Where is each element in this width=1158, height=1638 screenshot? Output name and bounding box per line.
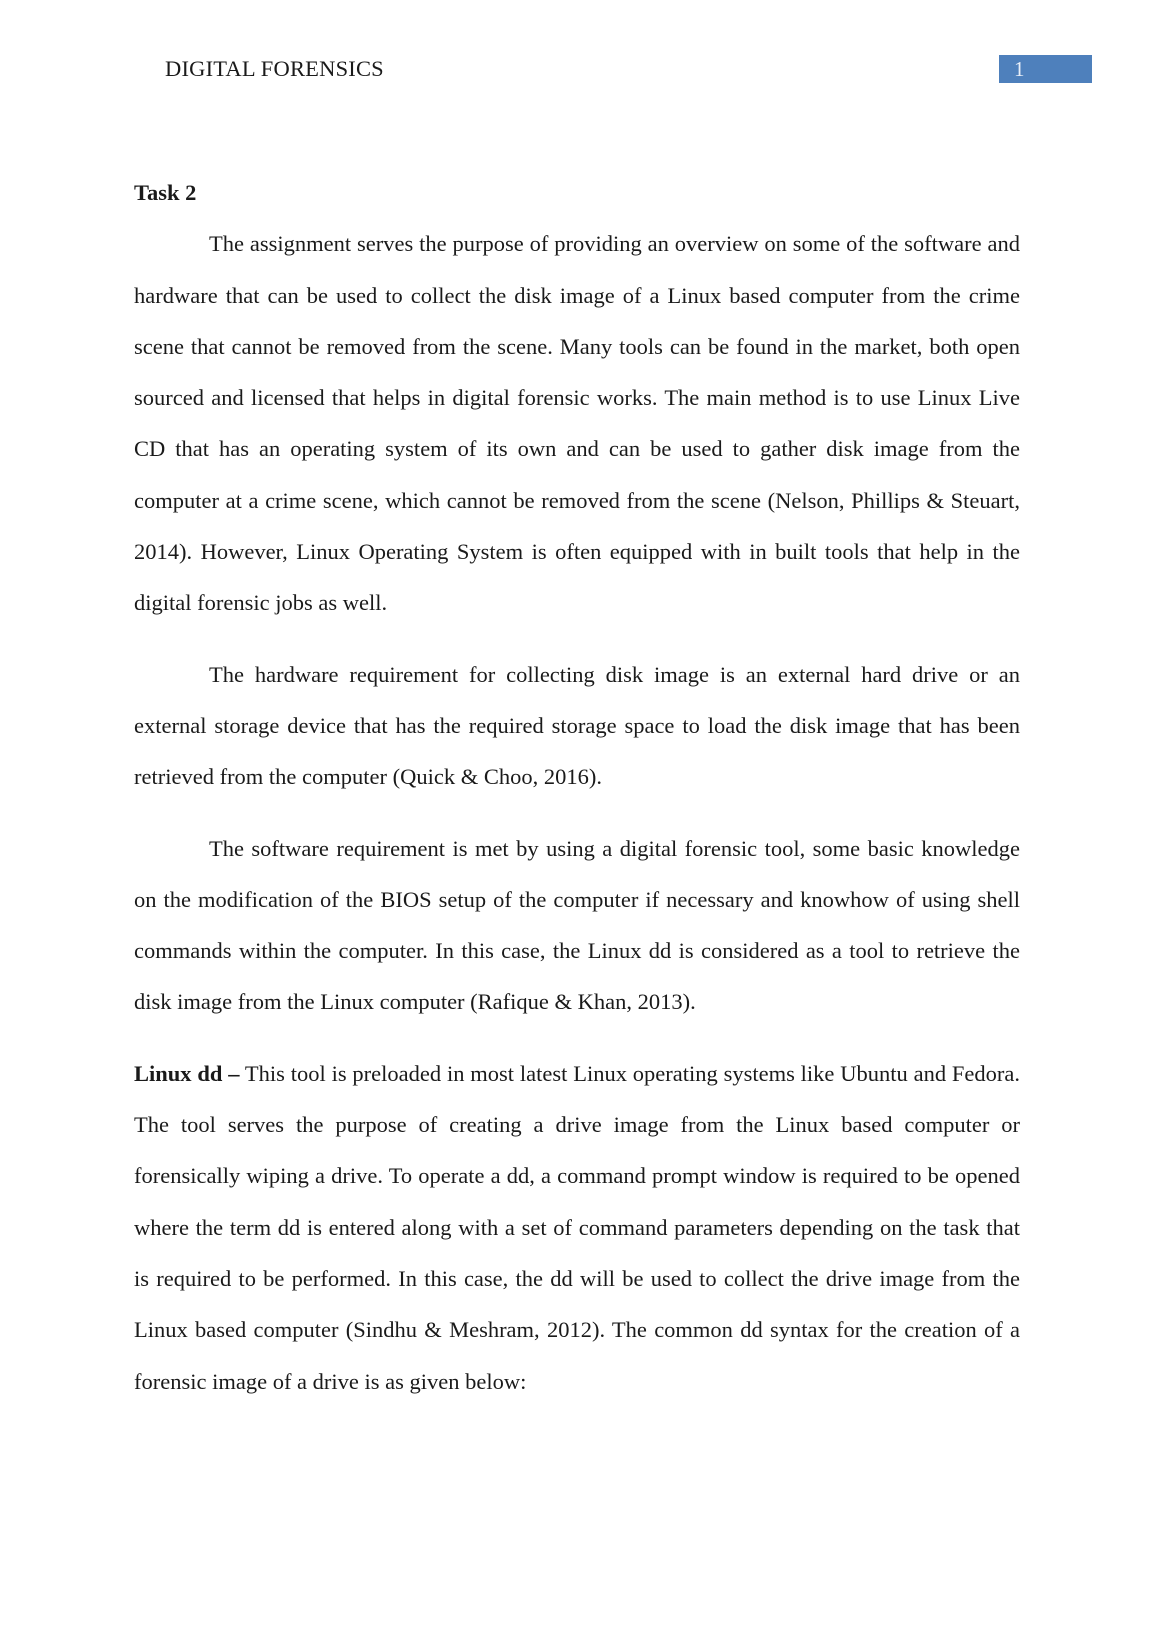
paragraph-lead-bold: Linux dd – (134, 1060, 240, 1086)
paragraph: The assignment serves the purpose of providing an overview on some of the software and hardware that can be used to collect the disk image of a Linux based computer from the crime scene that cannot be removed from the scene. Many tools can be found in the market, both open sourced and licensed that helps in digital forensic works. The main method is to use Linux Live CD that has an operating system of its own and can be used to gather disk image from the computer at a crime scene, which cannot be removed from the scene (Nelson, Phillips & Steuart, 2014). However, Linux Operating System is often equipped with in built tools that help in the digital forensic jobs as well. (134, 231, 1020, 616)
page-number-box (999, 55, 1092, 83)
paragraph: The software requirement is met by using a digital forensic tool, some basic knowledge on the modification of the BIOS setup of the computer if necessary and knowhow of using shell commands within the computer. In this case, the Linux dd is considered as a tool to retrieve the disk image from the Linux computer (Rafique & Khan, 2013). (134, 835, 1020, 1015)
paragraph: The hardware requirement for collecting disk image is an external hard drive or an external storage device that has the required storage space to load the disk image that has been retrieved from the computer (Quick & Choo, 2016). (134, 661, 1020, 790)
page-number: 1 (1014, 57, 1025, 81)
section-heading: Task 2 (134, 180, 197, 205)
paragraph-text: This tool is preloaded in most latest Linux operating systems like Ubuntu and Fedora. The tool serves the purpose of creating a drive image from the Linux based computer or forensically wiping a drive. To operate a dd, a command prompt window is required to be opened where the term dd is entered along with a set of command parameters depending on the task that is required to be performed. In this case, the dd will be used to collect the drive image from the Linux based computer (Sindhu & Meshram, 2012). The common dd syntax for the creation of a forensic image of a drive is as given below: (134, 1060, 1021, 1394)
running-head: DIGITAL FORENSICS (165, 56, 384, 81)
paragraph (134, 1048, 1020, 1407)
document-body (134, 167, 1020, 1407)
